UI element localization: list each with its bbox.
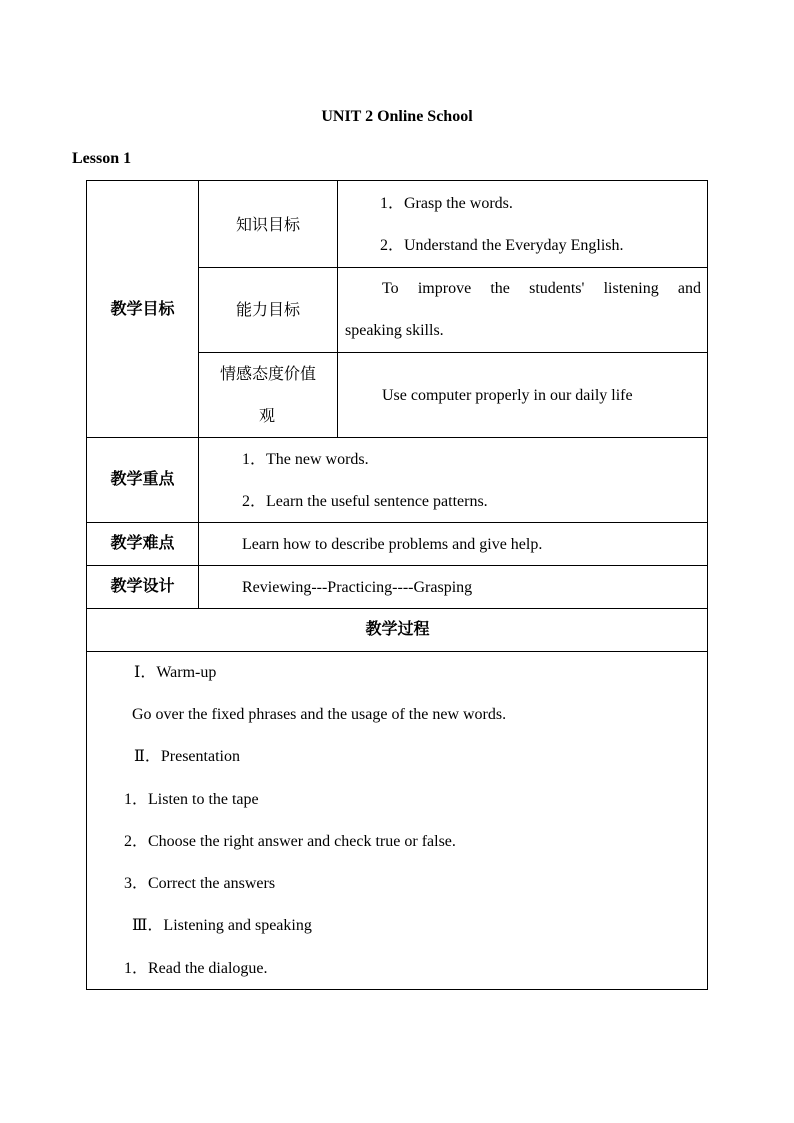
difficulties-text: Learn how to describe problems and give help. xyxy=(242,536,543,553)
knowledge-item-2: 2．Understand the Everyday English. xyxy=(380,237,624,254)
knowledge-objective-label: 知识目标 xyxy=(235,215,300,234)
column-divider xyxy=(337,181,338,437)
emotion-objective-label-line-2: 观 xyxy=(259,406,276,425)
design-text: Reviewing---Practicing----Grasping xyxy=(242,579,473,596)
key-point-item-2: 2．Learn the useful sentence patterns. xyxy=(242,493,488,510)
row-divider xyxy=(87,437,708,438)
process-line: 1．Read the dialogue. xyxy=(124,960,268,977)
process-line: 3．Correct the answers xyxy=(124,875,276,892)
process-line: Go over the fixed phrases and the usage of the new words. xyxy=(132,706,507,723)
process-line: Ⅰ．Warm-up xyxy=(134,664,217,681)
design-label: 教学设计 xyxy=(110,576,175,595)
key-points-label: 教学重点 xyxy=(110,469,175,488)
column-divider xyxy=(198,181,199,608)
objectives-label: 教学目标 xyxy=(110,299,175,318)
process-line: Ⅱ．Presentation xyxy=(134,748,240,765)
process-label: 教学过程 xyxy=(365,619,430,638)
row-divider xyxy=(198,352,708,353)
lesson-plan-table xyxy=(86,180,708,990)
row-divider xyxy=(87,565,708,566)
knowledge-item-1: 1．Grasp the words. xyxy=(380,195,513,212)
lesson-heading: Lesson 1 xyxy=(72,150,132,167)
row-divider xyxy=(198,267,708,268)
key-point-item-1: 1．The new words. xyxy=(242,451,369,468)
document-title: UNIT 2 Online School xyxy=(321,108,473,125)
emotion-objective-text: Use computer properly in our daily life xyxy=(382,387,633,404)
ability-objective-line-2: speaking skills. xyxy=(345,322,444,339)
difficulties-label: 教学难点 xyxy=(110,533,175,552)
ability-objective-line-1: To improve the students' listening and xyxy=(382,280,701,297)
emotion-objective-label-line-1: 情感态度价值 xyxy=(219,364,316,383)
row-divider xyxy=(87,608,708,609)
ability-objective-label: 能力目标 xyxy=(235,300,300,319)
row-divider xyxy=(87,651,708,652)
process-line: 1．Listen to the tape xyxy=(124,791,259,808)
row-divider xyxy=(87,522,708,523)
process-line: 2．Choose the right answer and check true or false. xyxy=(124,833,456,850)
process-line: Ⅲ．Listening and speaking xyxy=(132,917,312,934)
